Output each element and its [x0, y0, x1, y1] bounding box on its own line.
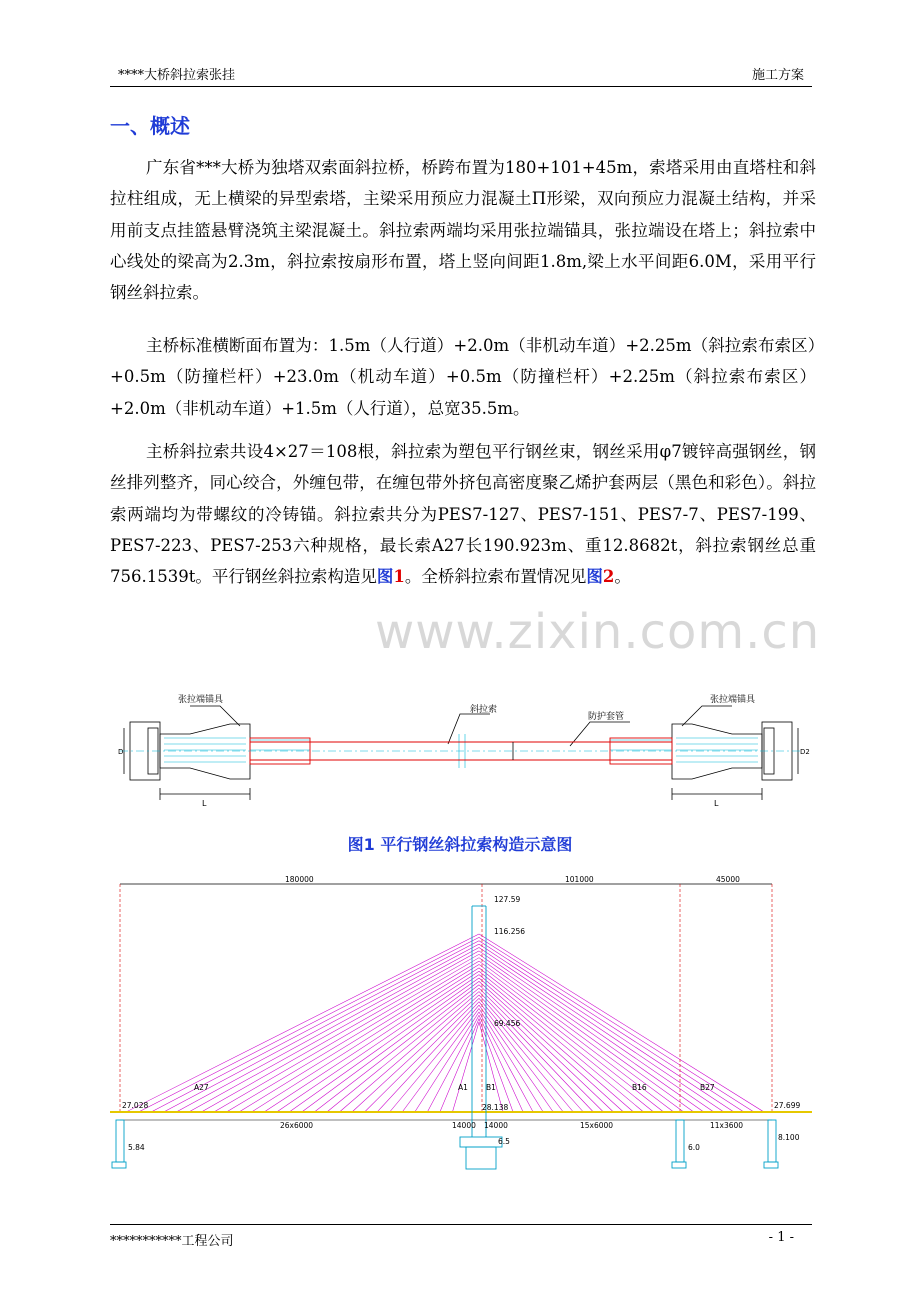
cable-a14 — [289, 978, 479, 1112]
elev-right-end: 27.699 — [774, 1101, 801, 1110]
elev-mid: 69.456 — [494, 1019, 521, 1028]
cable-label-b1: B1 — [486, 1083, 496, 1092]
label-sleeve: 防护套管 — [588, 712, 625, 722]
cable-label-b16: B16 — [632, 1083, 647, 1092]
label-dim-l-left: L — [202, 799, 207, 808]
section-title: 一、概述 — [110, 114, 190, 138]
cable-label-b27: B27 — [700, 1083, 715, 1092]
cable-a8 — [365, 998, 479, 1112]
beam-dim-left: 26x6000 — [280, 1121, 314, 1130]
cable-b15 — [479, 975, 644, 1112]
elev-tower-top: 127.59 — [494, 895, 521, 904]
cable-a1 — [452, 1022, 479, 1112]
figure-1-cable-construction — [110, 684, 812, 814]
footer-page-number: - 1 - — [768, 1230, 794, 1245]
figure-1-ref-word[interactable]: 图 — [376, 567, 394, 587]
cable-a7 — [377, 1002, 479, 1112]
elev-deck: 28.138 — [482, 1103, 509, 1112]
cable-a12 — [314, 985, 479, 1112]
label-dim-d: D — [118, 748, 124, 756]
footer-left: ***********工程公司 — [110, 1234, 234, 1249]
paragraph-cables: 主桥斜拉索共设4×27＝108根，斜拉索为塑包平行钢丝束，钢丝采用φ7镀锌高强钢丝，钢丝排列整齐，同心绞合，外缠包带，在缠包带外挤包高密度聚乙烯护套两层（黑色和彩色）。斜拉索两端均为带螺纹的冷铸锚。斜拉索共分为PES7-127、PES7-151、PES7-7、PES7-199、PES7-223、PES7-253六种规格，最长索A27长190.923m、重12.8682t，斜拉索钢丝总重756.1539t。平行钢丝斜拉索构造见图1。全桥斜拉索布置情况见图2。 — [110, 442, 816, 587]
paragraph-overview: 广东省***大桥为独塔双索面斜拉桥，桥跨布置为180+101+45m，索塔采用由直塔柱和斜拉柱组成，无上横梁的异型索塔，主梁采用预应力混凝土Π形梁，双向预应力混凝土结构，并采用前支点挂篮悬臂浇筑主梁混凝土。斜拉索两端均采用张拉端锚具，张拉端设在塔上；斜拉索中心线处的梁高为2.3m，斜拉索按扇形布置，塔上竖向间距1.8m,梁上水平间距6.0M，采用平行钢丝斜拉索。 — [110, 158, 816, 303]
page-header — [110, 64, 812, 87]
span-right: 45000 — [716, 875, 740, 884]
span-left: 180000 — [285, 875, 314, 884]
cable-a13 — [302, 981, 479, 1112]
elev-left-end: 27.028 — [122, 1101, 149, 1110]
cable-b24 — [479, 944, 734, 1112]
cable-a2 — [440, 1019, 479, 1112]
pier-label-tower: 6.5 — [498, 1137, 510, 1146]
label-right-anchor: 张拉端锚具 — [710, 695, 756, 705]
label-dim-d2: D2 — [800, 748, 810, 756]
figure-2-bridge-layout — [110, 872, 812, 1177]
cable-b23 — [479, 948, 724, 1112]
cable-label-a27: A27 — [194, 1083, 209, 1092]
figure-1-ref-num[interactable]: 1 — [393, 567, 405, 587]
cable-a27 — [126, 934, 479, 1112]
cable-b13 — [479, 981, 623, 1112]
cable-a19 — [226, 961, 479, 1112]
beam-dim-right: 11x3600 — [710, 1121, 744, 1130]
span-middle: 101000 — [565, 875, 594, 884]
beam-dim-left-center: 14000 — [452, 1121, 476, 1130]
pier-label-left: 5.84 — [128, 1143, 145, 1152]
cable-b12 — [479, 985, 613, 1112]
cable-label-a1: A1 — [458, 1083, 468, 1092]
tower — [112, 906, 778, 1169]
figure-1-caption: 图1 平行钢丝斜拉索构造示意图 — [347, 835, 573, 854]
watermark: www.zixin.com.cn — [375, 604, 821, 660]
cable-a26 — [139, 937, 479, 1112]
cable-a17 — [252, 968, 479, 1112]
cable-b10 — [479, 992, 593, 1112]
figure-2-ref-num[interactable]: 2 — [602, 567, 615, 587]
label-cable: 斜拉索 — [470, 705, 498, 715]
cable-a23 — [176, 948, 479, 1112]
cable-a18 — [239, 964, 479, 1112]
left-anchor-body — [160, 724, 250, 779]
beam-dim-middle: 15x6000 — [580, 1121, 614, 1130]
cable-b20 — [479, 958, 694, 1112]
header-right: 施工方案 — [751, 68, 804, 83]
header-left: ****大桥斜拉索张挂 — [118, 68, 236, 83]
cable-a24 — [164, 944, 479, 1112]
cable-a10 — [339, 992, 479, 1112]
cable-b14 — [479, 978, 634, 1112]
cable-a22 — [189, 951, 479, 1112]
pier-label-right: 8.100 — [778, 1133, 800, 1142]
beam-dim-right-center: 14000 — [484, 1121, 508, 1130]
cable-b19 — [479, 961, 684, 1112]
cable-b9 — [479, 995, 583, 1112]
elev-upper: 116.256 — [494, 927, 526, 936]
stay-cables — [126, 934, 764, 1112]
cable-a20 — [214, 958, 479, 1112]
right-anchor-body — [672, 724, 762, 779]
figure-2-ref-word[interactable]: 图 — [586, 567, 603, 587]
label-dim-l-right: L — [714, 799, 719, 808]
cable-b27 — [479, 934, 764, 1112]
paragraph-cross-section: 主桥标准横断面布置为：1.5m（人行道）+2.0m（非机动车道）+2.25m（斜拉索布索区）+0.5m（防撞栏杆）+23.0m（机动车道）+0.5m（防撞栏杆）+2.25m（斜拉索布索区）+2.0m（非机动车道）+1.5m（人行道），总宽35.5m。 — [110, 336, 816, 418]
page-footer — [110, 1224, 812, 1249]
label-left-anchor: 张拉端锚具 — [178, 695, 224, 705]
pier-label-middle: 6.0 — [688, 1143, 700, 1152]
cable-b7 — [479, 1002, 563, 1112]
cable-b1 — [479, 1022, 503, 1112]
